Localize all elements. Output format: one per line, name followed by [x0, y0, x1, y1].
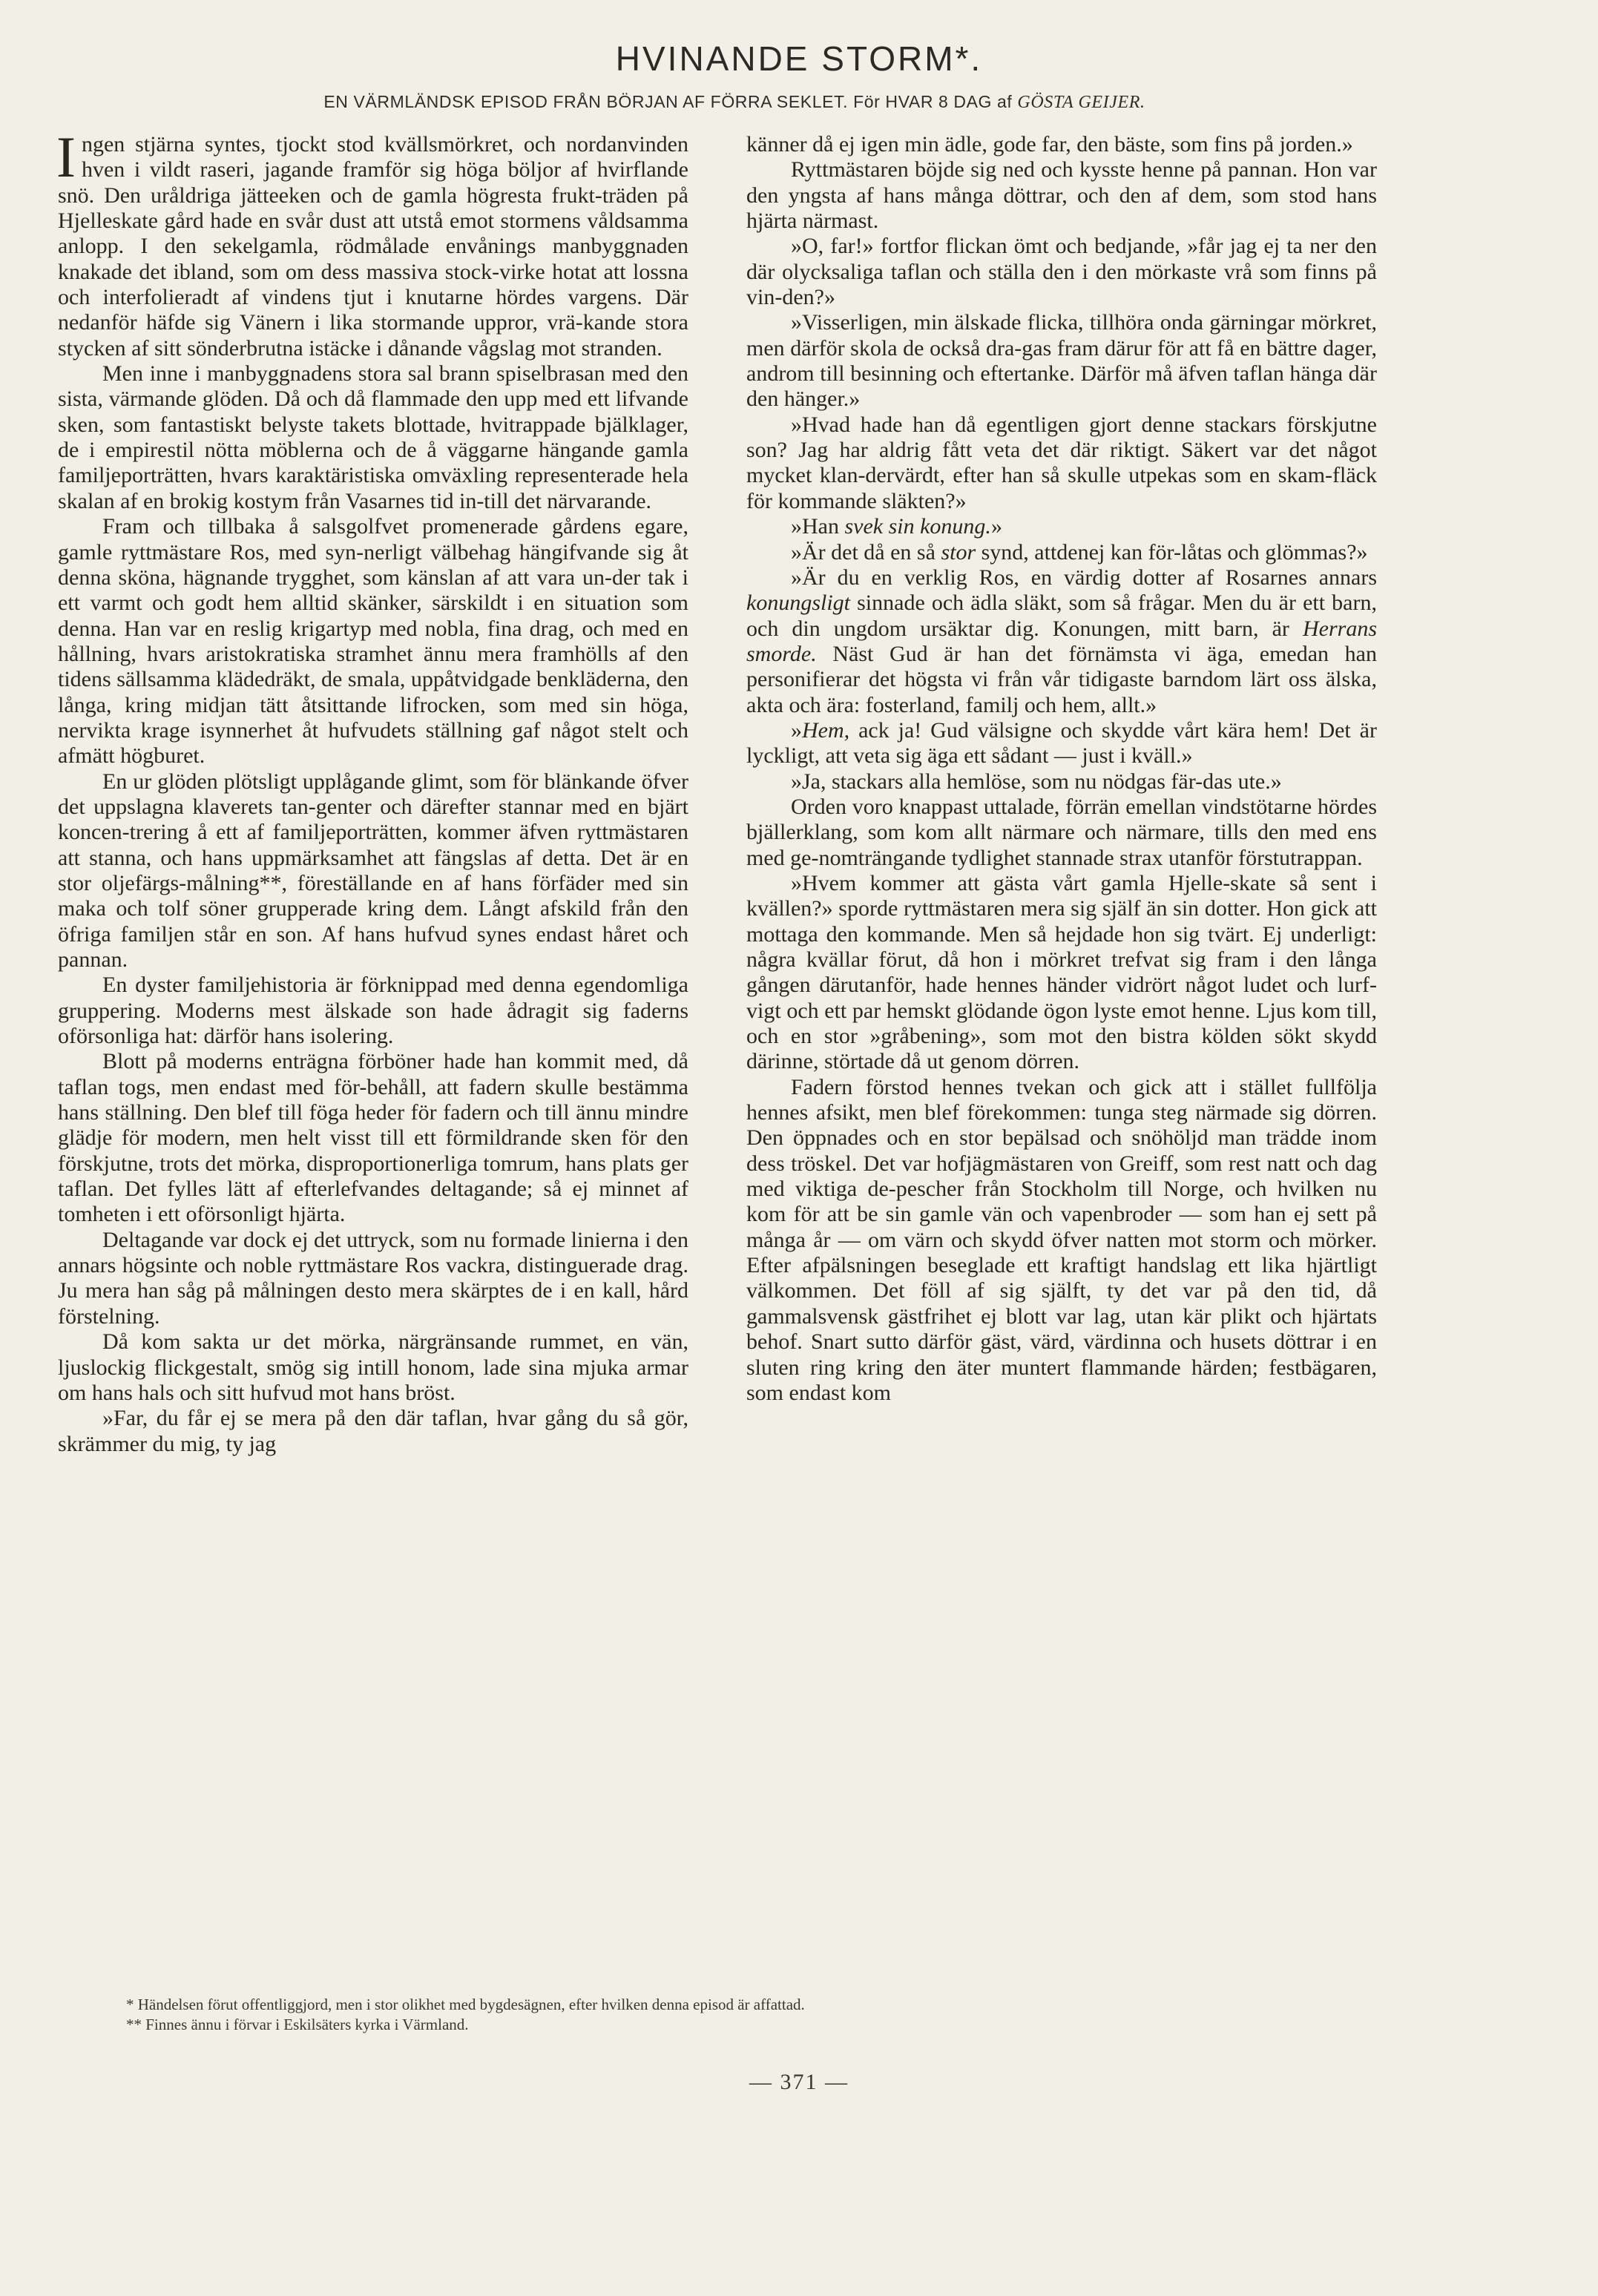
paragraph: [746, 540, 1377, 565]
paragraph: Ryttmästaren böjde sig ned och kysste henne på pannan. Hon var den yngsta af hans många döttrar, och den af dem, som stod hans hjärta närmast.: [746, 157, 1377, 234]
article-subtitle: [156, 92, 1313, 113]
text: sinnade och ädla släkt, som så frågar. Men du är ett barn, och din ungdom ursäktar dig. Konungen, mitt barn, är: [746, 591, 1377, 641]
subtitle-author: GÖSTA GEIJER.: [1017, 93, 1145, 112]
text: synd, attdenej kan för-låtas och glömmas?»: [976, 539, 1368, 565]
paragraph: Fram och tillbaka å salsgolfvet promenerade gårdens egare, gamle ryttmästare Ros, med syn-nerligt välbehag hängifvande sig åt denna sköna, hägnande trygghet, som känslan af att vara un-der tak i ett varmt och godt hem alltid skänker, särskildt i en situation som denna. Han var en reslig krigartyp med nobla, fina drag, och med en hållning, hvars aristokratiska stramhet ännu mera framhölls af den tidens sällsamma klädedräkt, de smala, uppåtvidgade benkläderna, den långa, kring midjan tätt åtsittande lifrocken, som med sin höga, nervikta krage isynnerhet åt hufvudets ställning gaf något stelt och afmätt högburet.: [58, 514, 688, 769]
paragraph: »Ja, stackars alla hemlöse, som nu nödgas fär-das ute.»: [791, 769, 1282, 794]
paragraph: [746, 718, 1377, 769]
text: »Är du en verklig Ros, en värdig dotter af Rosarnes annars: [791, 565, 1377, 590]
paragraph: [746, 514, 1377, 539]
paragraph: En ur glöden plötsligt upplågande glimt, som för blänkande öfver det uppslagna klaverets tan-genter och därefter stannar med en bjärt koncen-trering å ett af familjeporträtten, kommer äfven ryttmästaren att stanna, och hans uppmärksamhet att fängslas af detta. Det är en stor oljefärgs-målning**, föreställande en af hans förfäder med sin maka och tolf söner grupperade kring dem. Långt afskild från den öfriga familjen står en son. Af hans hufvud synes endast håret och pannan.: [58, 769, 688, 972]
paragraph: känner då ej igen min ädle, gode far, den bäste, som fins på jorden.»: [746, 132, 1353, 157]
text: »: [990, 514, 1002, 539]
paragraph: »Hvem kommer att gästa vårt gamla Hjelle-skate så sent i kvällen?» sporde ryttmästaren mera sig själf än sin dotter. Hon gick att mottaga den kommande. Men så hejdade hon sig tvärt. Ej underligt: några kvällar förut, då hon i mörkret trefvat sig fram i den långa gången därutanför, hade hennes händer vidrört något ludet och lurf-vigt och ett par hemskt glödande ögon lyste emot henne. Ljus kom till, och en stor »gråbening», som mot den bistra kölden sökt skydd därinne, störtade då ut genom dörren.: [746, 870, 1377, 1074]
right-column: [746, 132, 1377, 1406]
text: »Är det då en så: [791, 539, 941, 565]
paragraph: »Hvad hade han då egentligen gjort denne stackars förskjutne son? Jag har aldrig fått veta det där riktigt. Säkert var det något mycket klan-dervärdt, efter han så skulle utpekas som en skam-fläck för kommande släkten?»: [746, 412, 1377, 513]
text: »: [791, 717, 802, 743]
italic-text: konungsligt: [746, 591, 850, 616]
paragraph: »Visserligen, min älskade flicka, tillhöra onda gärningar mörkret, men därför skola de också dra-gas fram därur för att få en bättre dager, androm till besinning och eftertanke. Därför må äfven taflan hänga där den hänger.»: [746, 310, 1377, 412]
footnote: * Händelsen förut offentliggjord, men i stor olikhet med bygdesägnen, efter hvilken denna episod är affattad.: [126, 1996, 805, 2013]
paragraph: Deltagande var dock ej det uttryck, som nu formade linierna i den annars högsinte och noble ryttmästare Ros vackra, distinguerade drag. Ju mera han såg på målningen desto mera skärptes de i en kall, hård förstelning.: [58, 1227, 688, 1329]
footnotes: [126, 1995, 1387, 2035]
paragraph: Fadern förstod hennes tvekan och gick att i stället fullfölja hennes afsikt, men blef förekommen: tunga steg närmade sig dörren. Den öppnades och en stor bepälsad och snöhöljd man trädde inom dess tröskel. Det var hofjägmästaren von Greiff, som rest natt och dag med viktiga de-pescher från Stockholm till Norge, och hvilken nu kom för att be sin gamle vän och vapenbroder — som han ej sett på många år — om värn och skydd öfver natten mot storm och mörker. Efter afpälsningen beseglade ett kraftigt handslag ett lika hjärtligt välkommen. Det föll af sig själft, ty det var på den tid, då gammalsvensk gästfrihet ej blott var lag, utan kär plikt och hjärtats behof. Snart sutto därför gäst, värd, värdinna och husets döttrar i en sluten ring kring den äter muntert flammande härden; festbägaren, som endast kom: [746, 1074, 1377, 1405]
text: ack ja! Gud välsigne och skydde vårt kära hem! Det är lyckligt, att veta sig äga ett sådant — just i kväll.»: [746, 717, 1377, 769]
paragraph: Orden voro knappast uttalade, förrän emellan vindstötarne hördes bjällerklang, som kom allt närmare och närmare, tills den med ens med ge-nomträngande tydlighet stannade strax utanför förstutrappan.: [746, 794, 1377, 870]
subtitle-main: EN VÄRMLÄNDSK EPISOD FRÅN BÖRJAN AF FÖRRA SEKLET.: [323, 92, 849, 111]
paragraph: Blott på moderns enträgna förböner hade han kommit med, då taflan togs, men endast med för-behåll, att fadern skulle bestämma hans ställning. Den blef till föga heder för fadern och till ännu mindre glädje för modern, men helt visst till ett förmildrande sken för den förskjutne, trots det mörka, disproportionerliga tomrum, hans plats ger taflan. Det fylles lätt af efterlefvandes deltagande; så ej minnet af tomheten i ett oförsonligt hjärta.: [58, 1049, 688, 1227]
paragraph: Men inne i manbyggnadens stora sal brann spiselbrasan med den sista, värmande glöden. Då och då flammade den upp med ett lifvande sken, som fantastiskt belyste takets blottade, hvitrappade bjälklager, de i empirestil nötta möblerna och de å väggarne hängande gamla familjeporträtten, hvars karaktäristiska omväxling representerade hela skalan af en brokig kostym från Vasarnes tid in-till det närvarande.: [58, 361, 688, 513]
paragraph: En dyster familjehistoria är förknippad med denna egendomliga gruppering. Moderns mest älskade son hade ådragit sig faderns oförsonliga hat: därför hans isolering.: [58, 973, 688, 1049]
italic-text: svek sin konung.: [844, 514, 991, 539]
italic-text: stor: [941, 539, 976, 565]
footnote: ** Finnes ännu i förvar i Eskilsäters kyrka i Värmland.: [126, 2016, 469, 2033]
italic-text: Herrans smorde.: [746, 616, 1377, 666]
text: Näst Gud är han det förnämsta vi äga, emedan han personifierar det högsta vi från vår tidigaste barndom lärt oss älska, akta och ära: fosterland, familj och hem, allt.»: [746, 641, 1377, 717]
italic-text: Hem,: [802, 717, 850, 743]
left-column: [56, 125, 688, 1457]
paragraph: [56, 125, 688, 361]
text: »Han: [791, 514, 845, 539]
paragraph: Då kom sakta ur det mörka, närgränsande rummet, en vän, ljuslockig flickgestalt, smög sig intill honom, lade sina mjuka armar om hans hals och sitt hufvud mot hans bröst.: [58, 1329, 688, 1405]
article-title: HVINANDE STORM*.: [615, 39, 983, 78]
paragraph: [746, 565, 1377, 718]
page-number: — 371 —: [749, 2070, 849, 2094]
paragraph: »O, far!» fortfor flickan ömt och bedjande, »får jag ej ta ner den där olycksaliga taflan och ställa den i den mörkaste vrå som finns på vin-den?»: [746, 234, 1377, 310]
drop-cap: I: [56, 125, 76, 189]
subtitle-source: För HVAR 8 DAG af: [853, 92, 1013, 111]
paragraph-text: ngen stjärna syntes, tjockt stod kvällsmörkret, och nordanvinden hven i vildt raseri, jagande framför sig höga böljor af hvirflande snö. Den uråldriga jätteeken och de gamla högresta frukt-träden på Hjelleskate gård hade en svår dust att utstå emot stormens våldsamma anlopp. I den sekelgamla, rödmålade envånings manbyggnaden knakade det ibland, som om dess massiva stock-virke hotat att lossna och interfolieradt af vindens tjut i knutarne hördes vargens. Där nedanför häfde sig Vänern i lika stormande uppror, vrä-kande stora stycken af sitt sönderbrutna istäcke i dånande vågslag mot stranden.: [58, 132, 688, 361]
paragraph: »Far, du får ej se mera på den där taflan, hvar gång du så gör, skrämmer du mig, ty jag: [58, 1406, 688, 1456]
